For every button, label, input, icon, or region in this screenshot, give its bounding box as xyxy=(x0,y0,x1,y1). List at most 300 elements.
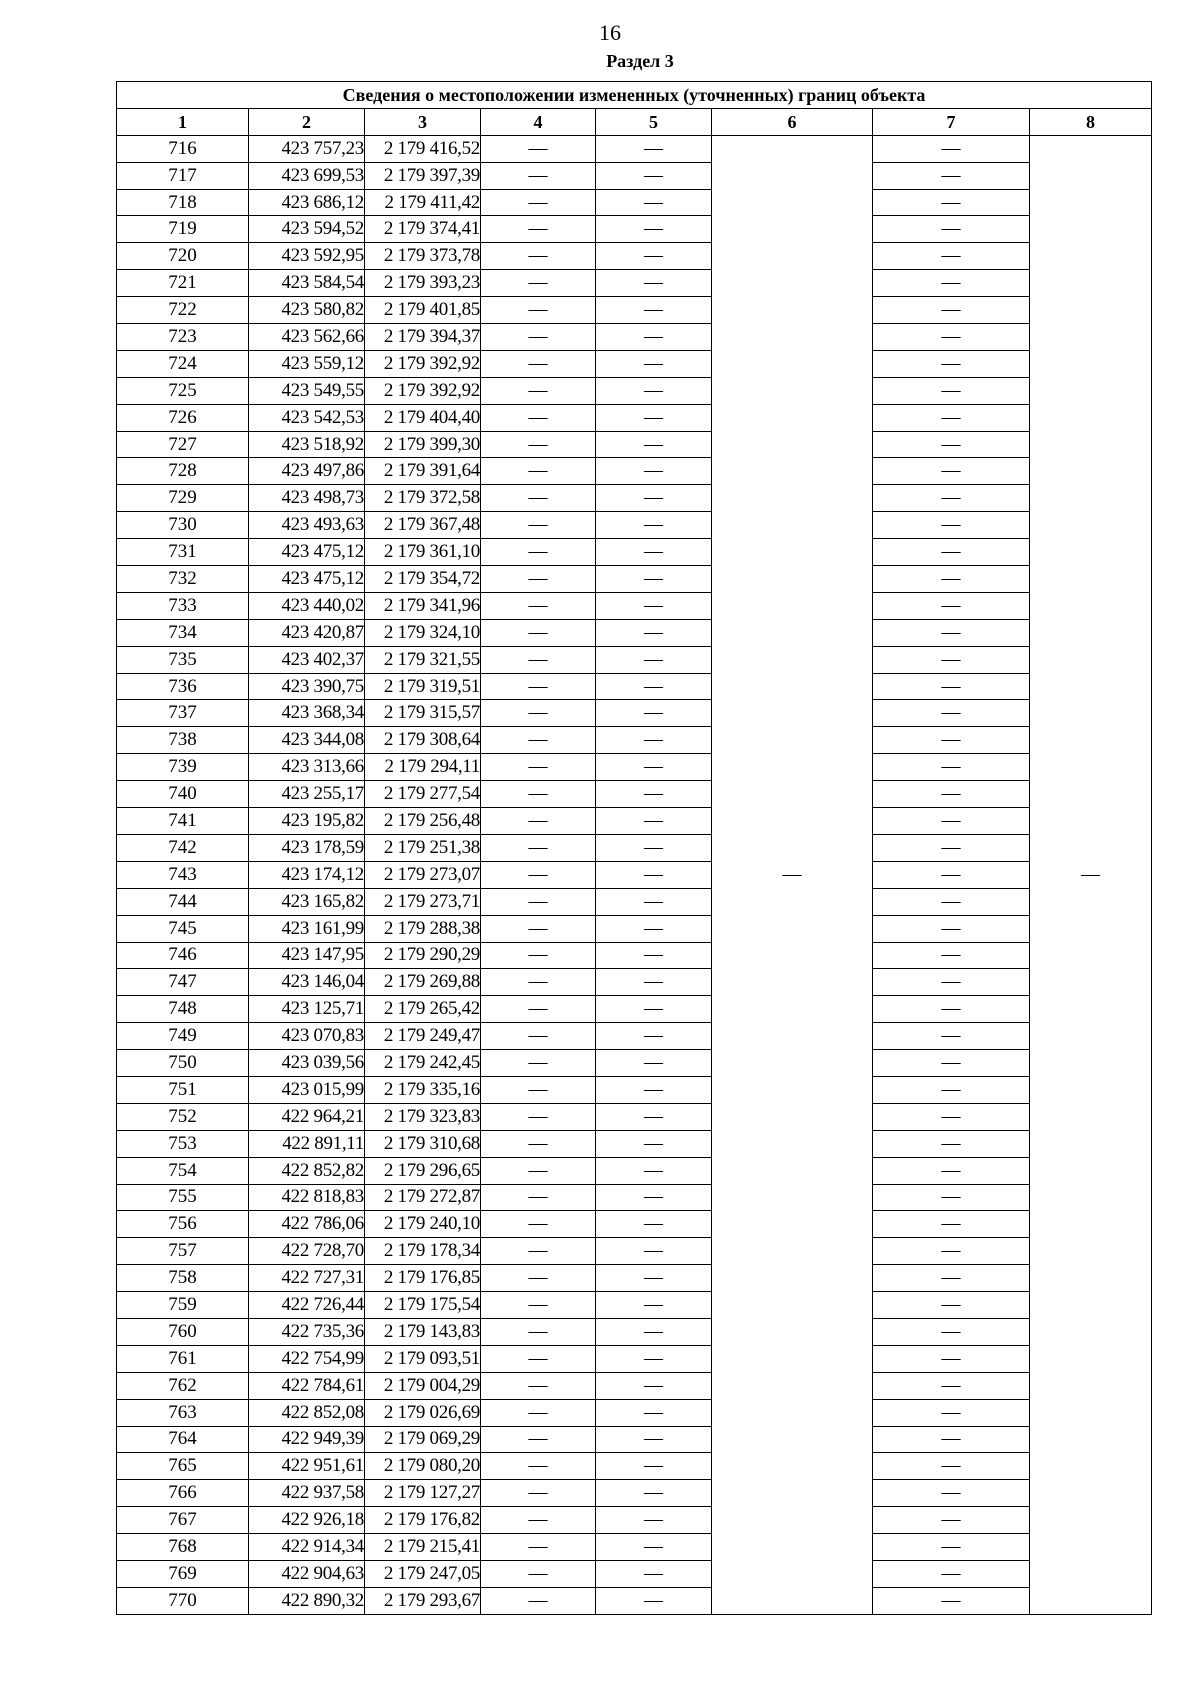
point-number: 747 xyxy=(117,969,249,996)
point-number: 725 xyxy=(117,377,249,404)
table-row xyxy=(117,942,1152,969)
page-number: 16 xyxy=(599,20,621,45)
coordinate-x: 422 786,06 xyxy=(249,1211,365,1238)
section-title: Раздел 3 xyxy=(606,51,674,71)
column-7-dash: — xyxy=(873,1399,1030,1426)
table-row xyxy=(117,1023,1152,1050)
point-number: 728 xyxy=(117,458,249,485)
column-4-dash: — xyxy=(481,969,596,996)
coordinate-y: 2 179 215,41 xyxy=(365,1534,481,1561)
table-row xyxy=(117,162,1152,189)
coordinate-y: 2 179 176,85 xyxy=(365,1265,481,1292)
coordinate-y: 2 179 372,58 xyxy=(365,485,481,512)
column-5-dash: — xyxy=(596,1480,712,1507)
coordinate-x: 422 890,32 xyxy=(249,1587,365,1614)
column-7-dash: — xyxy=(873,781,1030,808)
column-4-dash: — xyxy=(481,673,596,700)
column-4-dash: — xyxy=(481,700,596,727)
point-number: 741 xyxy=(117,808,249,835)
column-5-dash: — xyxy=(596,1292,712,1319)
point-number: 760 xyxy=(117,1318,249,1345)
coordinate-x: 423 493,63 xyxy=(249,512,365,539)
column-7-dash: — xyxy=(873,861,1030,888)
coordinate-y: 2 179 315,57 xyxy=(365,700,481,727)
table-row xyxy=(117,270,1152,297)
point-number: 724 xyxy=(117,350,249,377)
column-header-1: 1 xyxy=(117,108,249,135)
column-7-dash: — xyxy=(873,727,1030,754)
point-number: 755 xyxy=(117,1184,249,1211)
column-4-dash: — xyxy=(481,189,596,216)
point-number: 722 xyxy=(117,297,249,324)
table-row xyxy=(117,915,1152,942)
point-number: 735 xyxy=(117,646,249,673)
column-7-dash: — xyxy=(873,1372,1030,1399)
coordinate-x: 423 542,53 xyxy=(249,404,365,431)
coordinate-x: 423 699,53 xyxy=(249,162,365,189)
coordinate-y: 2 179 004,29 xyxy=(365,1372,481,1399)
coordinate-y: 2 179 175,54 xyxy=(365,1292,481,1319)
coordinate-x: 423 147,95 xyxy=(249,942,365,969)
column-7-dash: — xyxy=(873,1157,1030,1184)
coordinate-y: 2 179 310,68 xyxy=(365,1130,481,1157)
column-7-dash: — xyxy=(873,1560,1030,1587)
coordinate-x: 423 686,12 xyxy=(249,189,365,216)
column-5-dash: — xyxy=(596,1560,712,1587)
column-5-dash: — xyxy=(596,1238,712,1265)
column-7-dash: — xyxy=(873,1345,1030,1372)
column-4-dash: — xyxy=(481,350,596,377)
column-7-dash: — xyxy=(873,1130,1030,1157)
column-4-dash: — xyxy=(481,861,596,888)
column-4-dash: — xyxy=(481,888,596,915)
table-row xyxy=(117,996,1152,1023)
coordinate-x: 423 592,95 xyxy=(249,243,365,270)
table-row xyxy=(117,808,1152,835)
column-4-dash: — xyxy=(481,216,596,243)
coordinate-y: 2 179 251,38 xyxy=(365,834,481,861)
coordinate-y: 2 179 269,88 xyxy=(365,969,481,996)
coordinate-x: 422 949,39 xyxy=(249,1426,365,1453)
column-7-dash: — xyxy=(873,969,1030,996)
column-7-dash: — xyxy=(873,1534,1030,1561)
table-row xyxy=(117,297,1152,324)
table-row xyxy=(117,324,1152,351)
column-5-dash: — xyxy=(596,1184,712,1211)
point-number: 716 xyxy=(117,135,249,162)
column-5-dash: — xyxy=(596,1453,712,1480)
point-number: 746 xyxy=(117,942,249,969)
column-7-dash: — xyxy=(873,377,1030,404)
column-header-6: 6 xyxy=(712,108,873,135)
coordinate-y: 2 179 272,87 xyxy=(365,1184,481,1211)
table-row xyxy=(117,377,1152,404)
column-5-dash: — xyxy=(596,969,712,996)
coordinate-y: 2 179 401,85 xyxy=(365,297,481,324)
table-row xyxy=(117,1399,1152,1426)
coordinate-x: 422 951,61 xyxy=(249,1453,365,1480)
column-5-dash: — xyxy=(596,1426,712,1453)
column-4-dash: — xyxy=(481,996,596,1023)
column-4-dash: — xyxy=(481,1318,596,1345)
coordinate-y: 2 179 080,20 xyxy=(365,1453,481,1480)
coordinate-y: 2 179 361,10 xyxy=(365,539,481,566)
coordinate-x: 423 549,55 xyxy=(249,377,365,404)
table-row xyxy=(117,216,1152,243)
column-4-dash: — xyxy=(481,539,596,566)
coordinate-x: 423 498,73 xyxy=(249,485,365,512)
column-4-dash: — xyxy=(481,1587,596,1614)
column-5-dash: — xyxy=(596,646,712,673)
coordinate-x: 423 015,99 xyxy=(249,1076,365,1103)
column-4-dash: — xyxy=(481,754,596,781)
column-5-dash: — xyxy=(596,458,712,485)
point-number: 768 xyxy=(117,1534,249,1561)
table-row xyxy=(117,1480,1152,1507)
column-header-3: 3 xyxy=(365,108,481,135)
coordinate-y: 2 179 277,54 xyxy=(365,781,481,808)
column-7-dash: — xyxy=(873,566,1030,593)
column-5-dash: — xyxy=(596,1103,712,1130)
point-number: 748 xyxy=(117,996,249,1023)
point-number: 761 xyxy=(117,1345,249,1372)
coordinate-y: 2 179 393,23 xyxy=(365,270,481,297)
table-row xyxy=(117,888,1152,915)
column-7-dash: — xyxy=(873,1050,1030,1077)
column-4-dash: — xyxy=(481,1453,596,1480)
column-5-dash: — xyxy=(596,297,712,324)
point-number: 742 xyxy=(117,834,249,861)
coordinate-x: 423 420,87 xyxy=(249,619,365,646)
table-row xyxy=(117,754,1152,781)
coordinate-y: 2 179 341,96 xyxy=(365,592,481,619)
column-7-dash: — xyxy=(873,135,1030,162)
table-row xyxy=(117,1426,1152,1453)
coordinate-y: 2 179 324,10 xyxy=(365,619,481,646)
coordinate-y: 2 179 392,92 xyxy=(365,350,481,377)
column-header-2: 2 xyxy=(249,108,365,135)
column-5-dash: — xyxy=(596,915,712,942)
coordinate-y: 2 179 308,64 xyxy=(365,727,481,754)
column-4-dash: — xyxy=(481,646,596,673)
column-4-dash: — xyxy=(481,1507,596,1534)
column-5-dash: — xyxy=(596,942,712,969)
column-7-dash: — xyxy=(873,1453,1030,1480)
column-4-dash: — xyxy=(481,1211,596,1238)
point-number: 718 xyxy=(117,189,249,216)
coordinate-x: 423 390,75 xyxy=(249,673,365,700)
coordinate-x: 422 818,83 xyxy=(249,1184,365,1211)
coordinate-x: 422 926,18 xyxy=(249,1507,365,1534)
point-number: 757 xyxy=(117,1238,249,1265)
column-7-dash: — xyxy=(873,646,1030,673)
coordinate-x: 423 562,66 xyxy=(249,324,365,351)
point-number: 721 xyxy=(117,270,249,297)
table-row xyxy=(117,243,1152,270)
table-row xyxy=(117,861,1152,888)
column-5-dash: — xyxy=(596,404,712,431)
column-5-dash: — xyxy=(596,1076,712,1103)
point-number: 769 xyxy=(117,1560,249,1587)
coordinate-y: 2 179 373,78 xyxy=(365,243,481,270)
table-row xyxy=(117,1345,1152,1372)
table-row xyxy=(117,566,1152,593)
point-number: 731 xyxy=(117,539,249,566)
column-header-7: 7 xyxy=(873,108,1030,135)
table-row xyxy=(117,350,1152,377)
column-4-dash: — xyxy=(481,1372,596,1399)
column-4-dash: — xyxy=(481,566,596,593)
coordinate-x: 423 475,12 xyxy=(249,539,365,566)
column-4-dash: — xyxy=(481,135,596,162)
coordinate-x: 422 891,11 xyxy=(249,1130,365,1157)
point-number: 752 xyxy=(117,1103,249,1130)
column-4-dash: — xyxy=(481,1534,596,1561)
column-4-dash: — xyxy=(481,512,596,539)
coordinate-y: 2 179 296,65 xyxy=(365,1157,481,1184)
column-4-dash: — xyxy=(481,942,596,969)
coordinate-x: 423 402,37 xyxy=(249,646,365,673)
column-5-dash: — xyxy=(596,1587,712,1614)
coordinate-x: 423 146,04 xyxy=(249,969,365,996)
table-row xyxy=(117,1050,1152,1077)
point-number: 763 xyxy=(117,1399,249,1426)
column-4-dash: — xyxy=(481,619,596,646)
table-row xyxy=(117,781,1152,808)
coordinate-y: 2 179 249,47 xyxy=(365,1023,481,1050)
column-5-dash: — xyxy=(596,1318,712,1345)
table-row xyxy=(117,539,1152,566)
coordinate-y: 2 179 026,69 xyxy=(365,1399,481,1426)
point-number: 740 xyxy=(117,781,249,808)
column-7-dash: — xyxy=(873,1507,1030,1534)
table-row xyxy=(117,1453,1152,1480)
table-caption: Сведения о местоположении измененных (уточненных) границ объекта xyxy=(117,82,1152,109)
table-row xyxy=(117,458,1152,485)
column-5-dash: — xyxy=(596,727,712,754)
point-number: 749 xyxy=(117,1023,249,1050)
column-4-dash: — xyxy=(481,243,596,270)
point-number: 719 xyxy=(117,216,249,243)
coordinate-y: 2 179 293,67 xyxy=(365,1587,481,1614)
column-7-dash: — xyxy=(873,297,1030,324)
point-number: 770 xyxy=(117,1587,249,1614)
column-5-dash: — xyxy=(596,1399,712,1426)
column-5-dash: — xyxy=(596,619,712,646)
table-row xyxy=(117,1265,1152,1292)
column-7-dash: — xyxy=(873,1426,1030,1453)
coordinate-y: 2 179 397,39 xyxy=(365,162,481,189)
column-5-dash: — xyxy=(596,1130,712,1157)
coordinate-y: 2 179 242,45 xyxy=(365,1050,481,1077)
column-7-dash: — xyxy=(873,243,1030,270)
table-row xyxy=(117,1292,1152,1319)
column-5-dash: — xyxy=(596,1050,712,1077)
column-7-dash: — xyxy=(873,942,1030,969)
point-number: 753 xyxy=(117,1130,249,1157)
column-4-dash: — xyxy=(481,1292,596,1319)
coordinate-y: 2 179 411,42 xyxy=(365,189,481,216)
coordinate-y: 2 179 391,64 xyxy=(365,458,481,485)
column-7-dash: — xyxy=(873,1184,1030,1211)
table-row xyxy=(117,189,1152,216)
coordinate-y: 2 179 374,41 xyxy=(365,216,481,243)
coordinate-x: 423 344,08 xyxy=(249,727,365,754)
point-number: 726 xyxy=(117,404,249,431)
column-5-dash: — xyxy=(596,1265,712,1292)
coordinate-x: 423 497,86 xyxy=(249,458,365,485)
coordinate-x: 422 727,31 xyxy=(249,1265,365,1292)
column-4-dash: — xyxy=(481,404,596,431)
column-7-dash: — xyxy=(873,539,1030,566)
column-8-merged: — xyxy=(1030,135,1152,1614)
column-7-dash: — xyxy=(873,754,1030,781)
column-5-dash: — xyxy=(596,539,712,566)
column-5-dash: — xyxy=(596,350,712,377)
table-row xyxy=(117,1103,1152,1130)
coordinate-x: 422 852,08 xyxy=(249,1399,365,1426)
coordinate-y: 2 179 273,71 xyxy=(365,888,481,915)
column-5-dash: — xyxy=(596,1211,712,1238)
column-5-dash: — xyxy=(596,673,712,700)
column-5-dash: — xyxy=(596,754,712,781)
column-7-dash: — xyxy=(873,1211,1030,1238)
column-4-dash: — xyxy=(481,1023,596,1050)
point-number: 734 xyxy=(117,619,249,646)
column-5-dash: — xyxy=(596,700,712,727)
column-5-dash: — xyxy=(596,566,712,593)
column-7-dash: — xyxy=(873,915,1030,942)
coordinate-y: 2 179 354,72 xyxy=(365,566,481,593)
column-5-dash: — xyxy=(596,270,712,297)
column-4-dash: — xyxy=(481,1265,596,1292)
column-4-dash: — xyxy=(481,324,596,351)
point-number: 737 xyxy=(117,700,249,727)
column-header-5: 5 xyxy=(596,108,712,135)
table-row xyxy=(117,969,1152,996)
column-4-dash: — xyxy=(481,431,596,458)
table-row xyxy=(117,1372,1152,1399)
column-7-dash: — xyxy=(873,458,1030,485)
column-7-dash: — xyxy=(873,189,1030,216)
column-5-dash: — xyxy=(596,861,712,888)
table-row xyxy=(117,1560,1152,1587)
coordinate-x: 422 964,21 xyxy=(249,1103,365,1130)
column-7-dash: — xyxy=(873,834,1030,861)
column-5-dash: — xyxy=(596,512,712,539)
column-7-dash: — xyxy=(873,216,1030,243)
column-4-dash: — xyxy=(481,377,596,404)
column-4-dash: — xyxy=(481,808,596,835)
point-number: 744 xyxy=(117,888,249,915)
column-5-dash: — xyxy=(596,1534,712,1561)
column-4-dash: — xyxy=(481,270,596,297)
coordinate-x: 422 852,82 xyxy=(249,1157,365,1184)
table-row xyxy=(117,1130,1152,1157)
coordinate-x: 422 754,99 xyxy=(249,1345,365,1372)
column-7-dash: — xyxy=(873,808,1030,835)
coordinate-x: 423 757,23 xyxy=(249,135,365,162)
point-number: 762 xyxy=(117,1372,249,1399)
coordinate-x: 423 195,82 xyxy=(249,808,365,835)
coordinate-y: 2 179 394,37 xyxy=(365,324,481,351)
column-5-dash: — xyxy=(596,1507,712,1534)
table-row xyxy=(117,404,1152,431)
point-number: 739 xyxy=(117,754,249,781)
column-7-dash: — xyxy=(873,1587,1030,1614)
column-4-dash: — xyxy=(481,1480,596,1507)
coordinate-y: 2 179 069,29 xyxy=(365,1426,481,1453)
coordinate-x: 423 559,12 xyxy=(249,350,365,377)
coordinate-y: 2 179 321,55 xyxy=(365,646,481,673)
point-number: 765 xyxy=(117,1453,249,1480)
coordinate-x: 423 584,54 xyxy=(249,270,365,297)
coordinate-x: 423 070,83 xyxy=(249,1023,365,1050)
coordinate-y: 2 179 247,05 xyxy=(365,1560,481,1587)
coordinate-y: 2 179 392,92 xyxy=(365,377,481,404)
column-5-dash: — xyxy=(596,324,712,351)
column-7-dash: — xyxy=(873,431,1030,458)
table-row xyxy=(117,1318,1152,1345)
column-7-dash: — xyxy=(873,1318,1030,1345)
column-4-dash: — xyxy=(481,1103,596,1130)
column-5-dash: — xyxy=(596,1372,712,1399)
coordinate-y: 2 179 294,11 xyxy=(365,754,481,781)
column-7-dash: — xyxy=(873,270,1030,297)
point-number: 729 xyxy=(117,485,249,512)
coordinate-y: 2 179 319,51 xyxy=(365,673,481,700)
column-7-dash: — xyxy=(873,592,1030,619)
column-7-dash: — xyxy=(873,404,1030,431)
coordinate-y: 2 179 127,27 xyxy=(365,1480,481,1507)
coordinate-y: 2 179 256,48 xyxy=(365,808,481,835)
coordinate-x: 423 313,66 xyxy=(249,754,365,781)
coordinate-x: 423 475,12 xyxy=(249,566,365,593)
column-4-dash: — xyxy=(481,1426,596,1453)
point-number: 738 xyxy=(117,727,249,754)
column-4-dash: — xyxy=(481,915,596,942)
coordinate-x: 423 580,82 xyxy=(249,297,365,324)
point-number: 717 xyxy=(117,162,249,189)
point-number: 733 xyxy=(117,592,249,619)
column-5-dash: — xyxy=(596,1157,712,1184)
table-row xyxy=(117,834,1152,861)
column-7-dash: — xyxy=(873,619,1030,646)
table-row xyxy=(117,1587,1152,1614)
column-7-dash: — xyxy=(873,350,1030,377)
table-row xyxy=(117,619,1152,646)
column-4-dash: — xyxy=(481,1184,596,1211)
point-number: 723 xyxy=(117,324,249,351)
point-number: 732 xyxy=(117,566,249,593)
coordinate-x: 423 518,92 xyxy=(249,431,365,458)
table-row xyxy=(117,592,1152,619)
column-7-dash: — xyxy=(873,512,1030,539)
coordinate-x: 423 161,99 xyxy=(249,915,365,942)
column-4-dash: — xyxy=(481,834,596,861)
column-7-dash: — xyxy=(873,1292,1030,1319)
coordinate-x: 423 178,59 xyxy=(249,834,365,861)
table-row xyxy=(117,1534,1152,1561)
point-number: 751 xyxy=(117,1076,249,1103)
column-5-dash: — xyxy=(596,1345,712,1372)
column-5-dash: — xyxy=(596,135,712,162)
column-4-dash: — xyxy=(481,1560,596,1587)
column-4-dash: — xyxy=(481,1345,596,1372)
column-7-dash: — xyxy=(873,1480,1030,1507)
column-4-dash: — xyxy=(481,1157,596,1184)
coordinates-table xyxy=(116,81,1152,1615)
